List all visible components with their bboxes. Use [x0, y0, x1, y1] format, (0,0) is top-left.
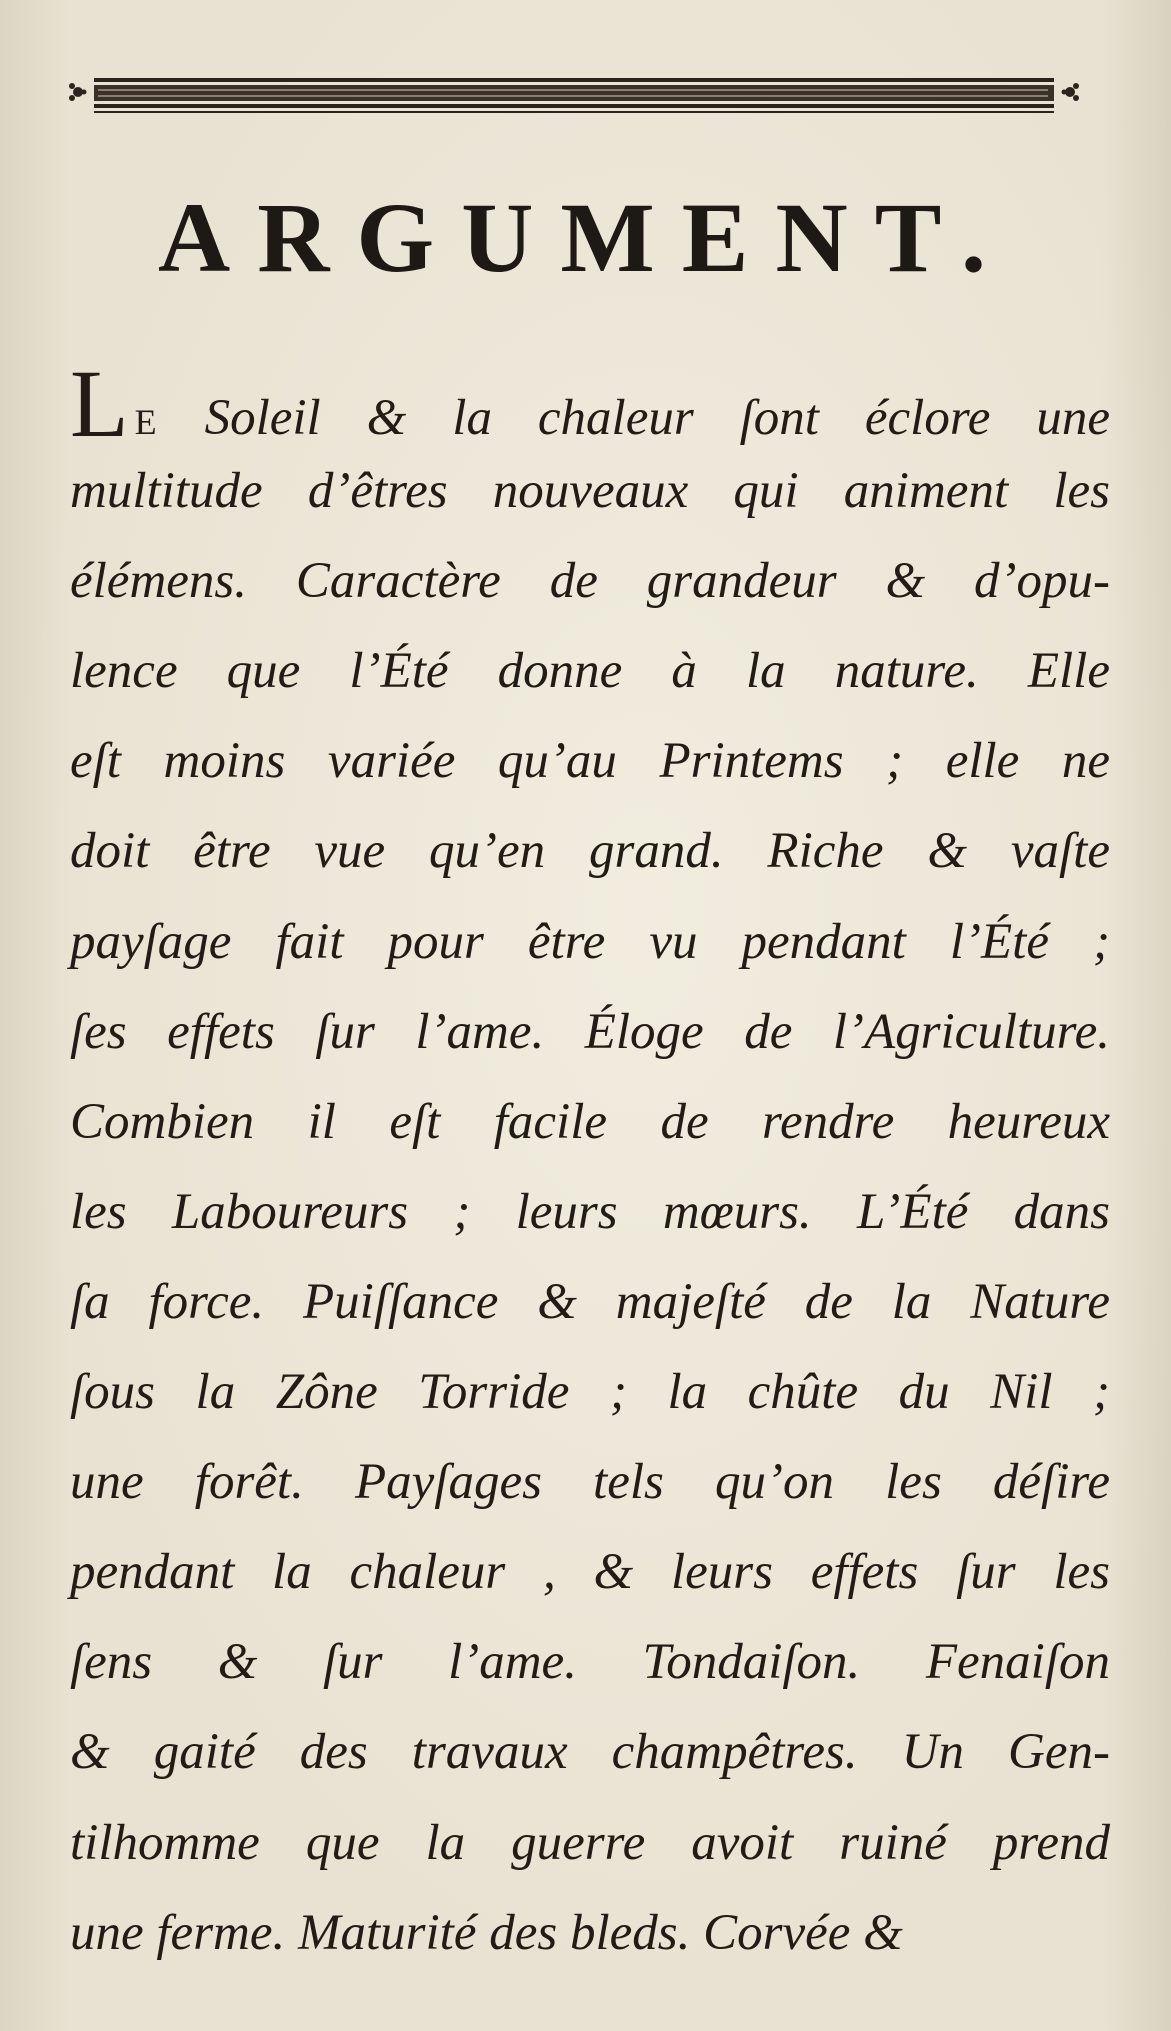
page-heading: ARGUMENT. — [157, 182, 1013, 293]
text-line-4: lence que l’Été donne à la nature. Elle — [70, 643, 1110, 700]
text-line-12: ſous la Zône Torride ; la chûte du Nil ; — [70, 1364, 1110, 1421]
text-line-1 — [70, 350, 1110, 457]
text-line-6: doit être vue qu’en grand. Riche & vaſte — [70, 823, 1110, 880]
ornamental-rule — [68, 70, 1080, 120]
text-line-5: eſt moins variée qu’au Printems ; elle ne — [70, 733, 1110, 790]
fleuron-rule-icon — [68, 70, 1080, 120]
argument-paragraph — [70, 350, 1110, 1978]
small-cap: E — [134, 402, 159, 442]
text-line-3: élémens. Caractère de grandeur & d’opu- — [70, 553, 1110, 610]
text-line-7: payſage fait pour être vu pendant l’Été ; — [70, 913, 1110, 970]
text-line-11: ſa force. Puiſſance & majeſté de la Nature — [70, 1273, 1110, 1330]
text-line-14: pendant la chaleur , & leurs effets ſur les — [70, 1544, 1110, 1601]
text-line-10: les Laboureurs ; leurs mœurs. L’Été dans — [70, 1183, 1110, 1240]
drop-cap: L — [70, 350, 129, 457]
text-line-8: ſes effets ſur l’ame. Éloge de l’Agriculture. — [70, 1003, 1110, 1060]
text-line-13: une forêt. Payſages tels qu’on les déſire — [70, 1454, 1110, 1511]
line-text: Soleil & la chaleur ſont éclore une — [158, 390, 1110, 446]
text-line-17: tilhomme que la guerre avoit ruiné prend — [70, 1814, 1110, 1871]
text-line-9: Combien il eſt facile de rendre heureux — [70, 1093, 1110, 1150]
text-line-16: & gaité des travaux champêtres. Un Gen- — [70, 1724, 1110, 1781]
text-line-2: multitude d’êtres nouveaux qui animent les — [70, 463, 1110, 520]
text-line-18: une ferme. Maturité des bleds. Corvée & — [70, 1904, 903, 1961]
text-line-15: ſens & ſur l’ame. Tondaiſon. Fenaiſon — [70, 1634, 1110, 1691]
